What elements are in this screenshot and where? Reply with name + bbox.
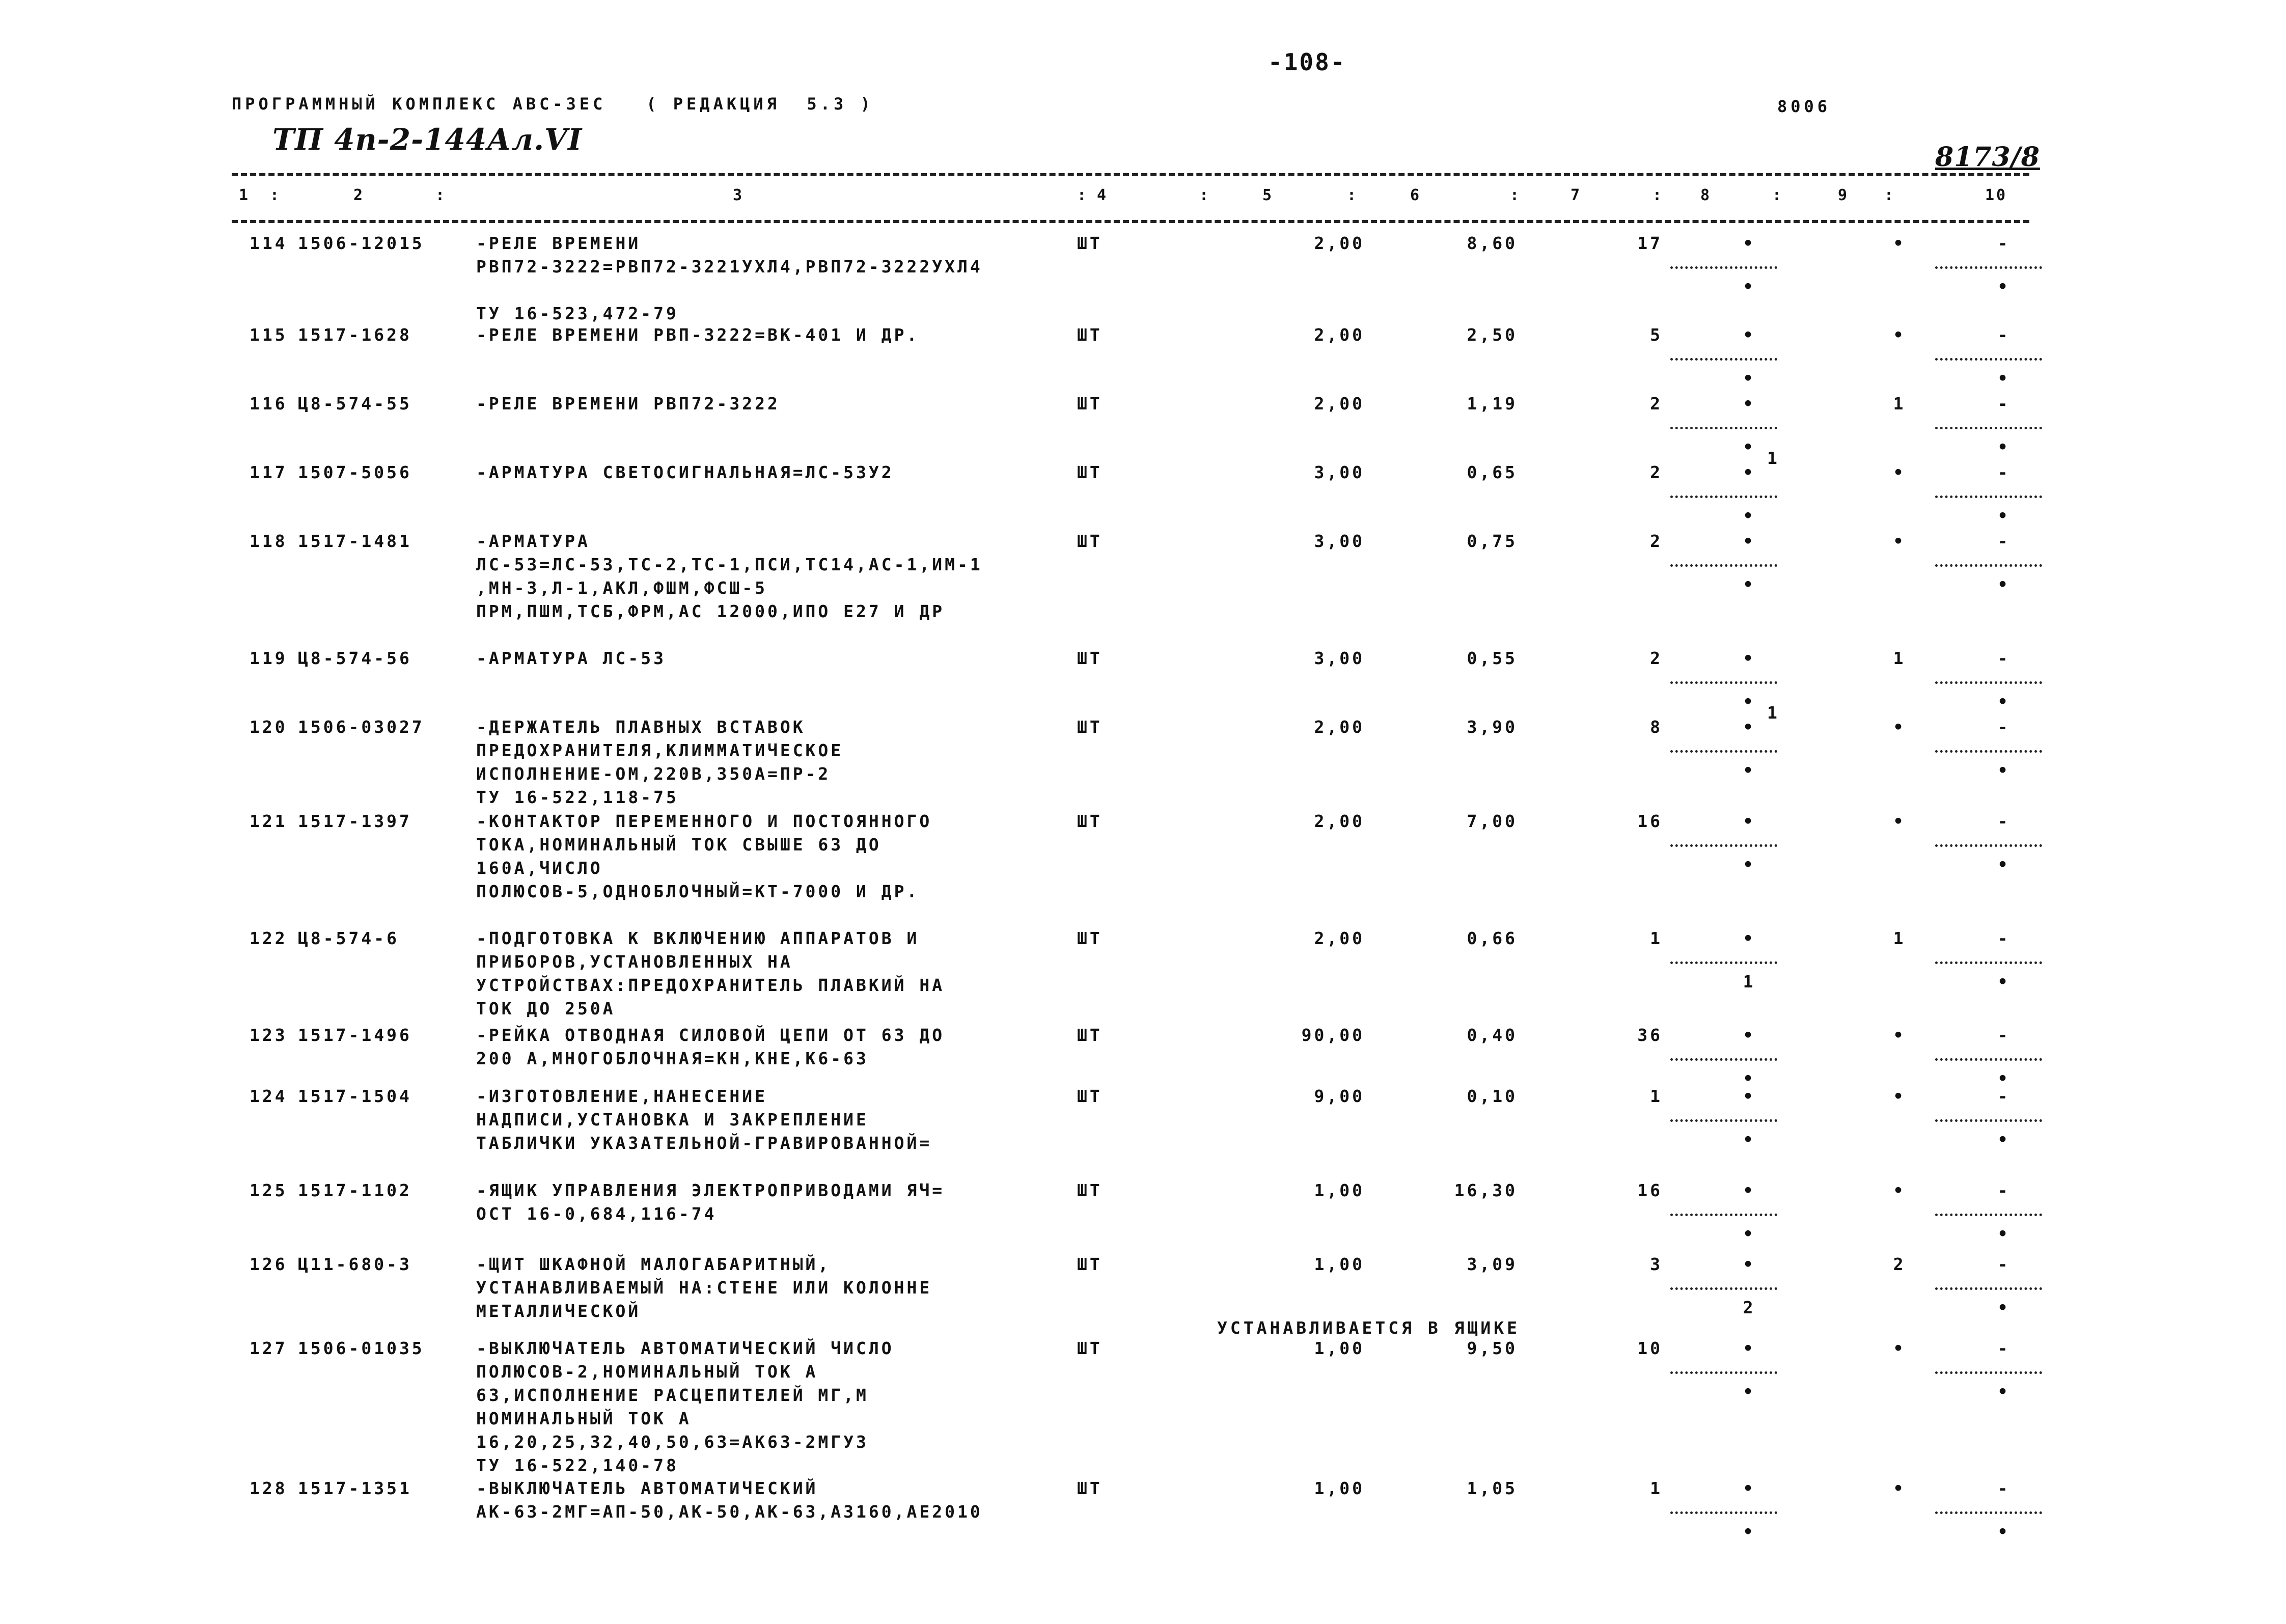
col8-mark: • bbox=[1743, 928, 1756, 948]
col8-dash bbox=[1670, 496, 1777, 498]
table-row bbox=[234, 703, 2037, 817]
unit: ШТ bbox=[1077, 394, 1103, 414]
price-code: Ц8-574-6 bbox=[298, 928, 399, 948]
col8-sub-mark: • bbox=[1743, 1068, 1756, 1088]
col8-dash bbox=[1670, 1119, 1777, 1122]
row-number: 114 bbox=[250, 233, 288, 253]
description-line: ТОКА,НОМИНАЛЬНЫЙ ТОК СВЫШЕ 63 ДО bbox=[476, 835, 882, 855]
col8-sub-mark: • bbox=[1743, 1382, 1756, 1401]
price-code: 1517-1496 bbox=[298, 1025, 412, 1045]
description-line: ТУ 16-522,118-75 bbox=[476, 787, 679, 807]
col10-mark: - bbox=[1997, 462, 2010, 482]
description-line: ,МН-3,Л-1,АКЛ,ФШМ,ФСШ-5 bbox=[476, 578, 767, 598]
column-7-value: 1 bbox=[1650, 928, 1663, 948]
description-line: -ИЗГОТОВЛЕНИЕ,НАНЕСЕНИЕ bbox=[476, 1086, 767, 1106]
description-line: ТУ 16-522,140-78 bbox=[476, 1455, 679, 1475]
col8-mark: • bbox=[1743, 531, 1756, 551]
col10-sub-mark: • bbox=[1997, 692, 2010, 711]
column-separator: : bbox=[1510, 186, 1520, 204]
col10-sub-mark: • bbox=[1997, 1130, 2010, 1149]
program-title: ПРОГРАММНЫЙ КОМПЛЕКС АВС-3ЕС ( РЕДАКЦИЯ 5.3 ) bbox=[232, 94, 874, 114]
quantity: 3,00 bbox=[1314, 462, 1365, 482]
unit: ШТ bbox=[1077, 1180, 1103, 1200]
unit: ШТ bbox=[1077, 1086, 1103, 1106]
col10-dash bbox=[1935, 750, 2042, 753]
column-9-value: 1 bbox=[1893, 394, 1906, 414]
column-number: 8 bbox=[1700, 186, 1712, 204]
item-description bbox=[476, 647, 1291, 670]
col8-dash bbox=[1670, 1287, 1777, 1290]
col9-mark: • bbox=[1893, 1338, 1906, 1358]
installed-in-box-note: УСТАНАВЛИВАЕТСЯ В ЯЩИКЕ bbox=[1217, 1318, 1520, 1338]
column-separator: : bbox=[1347, 186, 1357, 204]
price-code: 1517-1351 bbox=[298, 1478, 412, 1498]
row-number: 124 bbox=[250, 1086, 288, 1106]
price-code: 1506-12015 bbox=[298, 233, 425, 253]
description-line: -ПОДГОТОВКА К ВКЛЮЧЕНИЮ АППАРАТОВ И bbox=[476, 928, 920, 948]
column-7-value: 1 bbox=[1650, 1478, 1663, 1498]
sheet-handwritten-number: 8173/8 bbox=[1935, 142, 2040, 173]
description-line: -АРМАТУРА bbox=[476, 531, 590, 551]
unit: ШТ bbox=[1077, 648, 1103, 668]
page-number: -108- bbox=[1268, 48, 1346, 76]
col10-dash bbox=[1935, 427, 2042, 429]
column-separator: : bbox=[1884, 186, 1894, 204]
column-7-value: 36 bbox=[1637, 1025, 1663, 1045]
description-line: -РЕЛЕ ВРЕМЕНИ РВП-3222=ВК-401 И ДР. bbox=[476, 325, 920, 345]
col8-dash bbox=[1670, 961, 1777, 964]
price-code: Ц8-574-56 bbox=[298, 648, 412, 668]
unit-price: 0,10 bbox=[1467, 1086, 1518, 1106]
col8-sub-mark: • bbox=[1743, 574, 1756, 594]
column-separator: : bbox=[435, 186, 445, 204]
item-description bbox=[476, 715, 1291, 809]
col8-top-mark: 1 bbox=[1767, 703, 1780, 723]
col8-sub-mark: 2 bbox=[1743, 1298, 1756, 1317]
table-row bbox=[234, 1085, 2037, 1187]
unit-price: 0,65 bbox=[1467, 462, 1518, 482]
col10-sub-mark: • bbox=[1997, 574, 2010, 594]
col8-dash bbox=[1670, 427, 1777, 429]
unit: ШТ bbox=[1077, 233, 1103, 253]
item-description bbox=[476, 810, 1291, 903]
col10-sub-mark: • bbox=[1997, 368, 2010, 388]
description-line: -ЯЩИК УПРАВЛЕНИЯ ЭЛЕКТРОПРИВОДАМИ ЯЧ= bbox=[476, 1180, 945, 1200]
col9-mark: • bbox=[1893, 462, 1906, 482]
col10-dash bbox=[1935, 1058, 2042, 1061]
description-line: 160А,ЧИСЛО bbox=[476, 858, 603, 878]
unit: ШТ bbox=[1077, 325, 1103, 345]
col10-dash bbox=[1935, 564, 2042, 567]
price-code: 1517-1397 bbox=[298, 811, 412, 831]
col8-mark: • bbox=[1743, 811, 1756, 831]
description-line: МЕТАЛЛИЧЕСКОЙ bbox=[476, 1301, 641, 1321]
table-row bbox=[234, 1477, 2037, 1579]
col8-top-mark: 1 bbox=[1767, 448, 1780, 468]
item-description bbox=[476, 530, 1291, 623]
unit-price: 3,90 bbox=[1467, 717, 1518, 737]
column-7-value: 2 bbox=[1650, 394, 1663, 414]
quantity: 3,00 bbox=[1314, 648, 1365, 668]
col9-mark: • bbox=[1893, 233, 1906, 253]
col10-dash bbox=[1935, 681, 2042, 684]
col8-sub-mark: • bbox=[1743, 1224, 1756, 1244]
row-number: 121 bbox=[250, 811, 288, 831]
description-line: ЛС-53=ЛС-53,ТС-2,ТС-1,ПСИ,ТС14,АС-1,ИМ-1 bbox=[476, 555, 983, 574]
col10-mark: - bbox=[1997, 394, 2010, 414]
col8-mark: • bbox=[1743, 462, 1756, 482]
column-number: 10 bbox=[1985, 186, 2008, 204]
col8-mark: • bbox=[1743, 1086, 1756, 1106]
description-line: 200 А,МНОГОБЛОЧНАЯ=КН,КНЕ,К6-63 bbox=[476, 1049, 869, 1068]
column-7-value: 2 bbox=[1650, 462, 1663, 482]
description-line: -РЕЛЕ ВРЕМЕНИ РВП72-3222 bbox=[476, 394, 780, 414]
col10-dash bbox=[1935, 844, 2042, 847]
col10-mark: - bbox=[1997, 648, 2010, 668]
col10-mark: - bbox=[1997, 1478, 2010, 1498]
quantity: 1,00 bbox=[1314, 1478, 1365, 1498]
description-line: 16,20,25,32,40,50,63=АК63-2МГУЗ bbox=[476, 1432, 869, 1452]
column-9-value: 2 bbox=[1893, 1254, 1906, 1274]
description-line: -РЕЛЕ ВРЕМЕНИ bbox=[476, 233, 641, 253]
item-description bbox=[476, 461, 1291, 484]
description-line: -РЕЙКА ОТВОДНАЯ СИЛОВОЙ ЦЕПИ ОТ 63 ДО bbox=[476, 1025, 945, 1045]
column-separator: : bbox=[1199, 186, 1209, 204]
col10-mark: - bbox=[1997, 1086, 2010, 1106]
col10-mark: - bbox=[1997, 811, 2010, 831]
price-code: 1506-01035 bbox=[298, 1338, 425, 1358]
description-line: -ЩИТ ШКАФНОЙ МАЛОГАБАРИТНЫЙ, bbox=[476, 1254, 831, 1274]
column-number: 9 bbox=[1837, 186, 1850, 204]
quantity: 2,00 bbox=[1314, 233, 1365, 253]
header-rule-top bbox=[232, 173, 2029, 176]
description-line: ПОЛЮСОВ-5,ОДНОБЛОЧНЫЙ=КТ-7000 И ДР. bbox=[476, 882, 920, 901]
unit-price: 1,19 bbox=[1467, 394, 1518, 414]
unit: ШТ bbox=[1077, 462, 1103, 482]
column-7-value: 16 bbox=[1637, 811, 1663, 831]
col8-sub-mark: • bbox=[1743, 368, 1756, 388]
column-7-value: 8 bbox=[1650, 717, 1663, 737]
unit-price: 0,55 bbox=[1467, 648, 1518, 668]
unit-price: 7,00 bbox=[1467, 811, 1518, 831]
table-row bbox=[234, 1337, 2037, 1475]
column-separator: : bbox=[1077, 186, 1087, 204]
col9-mark: • bbox=[1893, 1025, 1906, 1045]
col10-sub-mark: • bbox=[1997, 760, 2010, 780]
column-separator: : bbox=[1652, 186, 1662, 204]
col8-sub-mark: • bbox=[1743, 760, 1756, 780]
description-line: ПОЛЮСОВ-2,НОМИНАЛЬНЫЙ ТОК А bbox=[476, 1362, 818, 1382]
description-line: -ВЫКЛЮЧАТЕЛЬ АВТОМАТИЧЕСКИЙ bbox=[476, 1478, 818, 1498]
price-code: 1506-03027 bbox=[298, 717, 425, 737]
quantity: 2,00 bbox=[1314, 325, 1365, 345]
description-line: УСТРОЙСТВАХ:ПРЕДОХРАНИТЕЛЬ ПЛАВКИЙ НА bbox=[476, 975, 945, 995]
item-description bbox=[476, 1253, 1291, 1323]
description-line: ТУ 16-523,472-79 bbox=[476, 304, 679, 323]
col8-sub-mark: • bbox=[1743, 1130, 1756, 1149]
price-code: 1517-1628 bbox=[298, 325, 412, 345]
price-code: 1517-1504 bbox=[298, 1086, 412, 1106]
row-number: 127 bbox=[250, 1338, 288, 1358]
quantity: 1,00 bbox=[1314, 1254, 1365, 1274]
col10-sub-mark: • bbox=[1997, 1224, 2010, 1244]
col8-mark: • bbox=[1743, 394, 1756, 414]
unit: ШТ bbox=[1077, 1254, 1103, 1274]
column-9-value: 1 bbox=[1893, 928, 1906, 948]
col8-mark: • bbox=[1743, 1478, 1756, 1498]
col10-dash bbox=[1935, 1119, 2042, 1122]
col10-dash bbox=[1935, 1287, 2042, 1290]
quantity: 9,00 bbox=[1314, 1086, 1365, 1106]
col9-mark: • bbox=[1893, 1086, 1906, 1106]
quantity: 2,00 bbox=[1314, 394, 1365, 414]
quantity: 90,00 bbox=[1301, 1025, 1365, 1045]
col10-mark: - bbox=[1997, 928, 2010, 948]
col8-dash bbox=[1670, 266, 1777, 269]
col8-mark: • bbox=[1743, 1025, 1756, 1045]
unit: ШТ bbox=[1077, 811, 1103, 831]
col8-mark: • bbox=[1743, 325, 1756, 345]
column-number: 6 bbox=[1410, 186, 1422, 204]
row-number: 123 bbox=[250, 1025, 288, 1045]
col8-dash bbox=[1670, 1058, 1777, 1061]
description-line: ТАБЛИЧКИ УКАЗАТЕЛЬНОЙ-ГРАВИРОВАННОЙ= bbox=[476, 1133, 932, 1153]
unit: ШТ bbox=[1077, 928, 1103, 948]
description-line: РВП72-3222=РВП72-3221УХЛ4,РВП72-3222УХЛ4 bbox=[476, 257, 983, 277]
header-rule-bottom bbox=[232, 220, 2029, 223]
column-7-value: 3 bbox=[1650, 1254, 1663, 1274]
column-separator: : bbox=[1772, 186, 1782, 204]
unit: ШТ bbox=[1077, 717, 1103, 737]
description-line: ПРМ,ПШМ,ТСБ,ФРМ,АС 12000,ИПО Е27 И ДР bbox=[476, 601, 945, 621]
unit-price: 8,60 bbox=[1467, 233, 1518, 253]
item-description bbox=[476, 1477, 1291, 1524]
column-7-value: 10 bbox=[1637, 1338, 1663, 1358]
col8-sub-mark: • bbox=[1743, 437, 1756, 457]
column-7-value: 17 bbox=[1637, 233, 1663, 253]
col10-dash bbox=[1935, 1214, 2042, 1216]
row-number: 116 bbox=[250, 394, 288, 414]
col10-dash bbox=[1935, 358, 2042, 361]
description-line: НАДПИСИ,УСТАНОВКА И ЗАКРЕПЛЕНИЕ bbox=[476, 1110, 869, 1130]
col9-mark: • bbox=[1893, 811, 1906, 831]
col8-dash bbox=[1670, 681, 1777, 684]
description-line bbox=[476, 279, 1291, 302]
col10-mark: - bbox=[1997, 1254, 2010, 1274]
row-number: 115 bbox=[250, 325, 288, 345]
row-number: 125 bbox=[250, 1180, 288, 1200]
row-number: 119 bbox=[250, 648, 288, 668]
price-code: Ц11-680-3 bbox=[298, 1254, 412, 1274]
unit-price: 0,66 bbox=[1467, 928, 1518, 948]
col8-mark: • bbox=[1743, 648, 1756, 668]
quantity: 2,00 bbox=[1314, 928, 1365, 948]
col10-sub-mark: • bbox=[1997, 1298, 2010, 1317]
row-number: 128 bbox=[250, 1478, 288, 1498]
col8-dash bbox=[1670, 1371, 1777, 1374]
unit: ШТ bbox=[1077, 1025, 1103, 1045]
col10-dash bbox=[1935, 1511, 2042, 1514]
description-line: ПРИБОРОВ,УСТАНОВЛЕННЫХ НА bbox=[476, 952, 793, 972]
col10-dash bbox=[1935, 266, 2042, 269]
unit: ШТ bbox=[1077, 1478, 1103, 1498]
col8-sub-mark: • bbox=[1743, 855, 1756, 874]
col10-sub-mark: • bbox=[1997, 855, 2010, 874]
description-line: ОСТ 16-0,684,116-74 bbox=[476, 1204, 717, 1224]
item-description bbox=[476, 1085, 1291, 1155]
column-number: 3 bbox=[732, 186, 745, 204]
price-code: 1517-1102 bbox=[298, 1180, 412, 1200]
quantity: 2,00 bbox=[1314, 811, 1365, 831]
table-row bbox=[234, 810, 2037, 912]
col10-mark: - bbox=[1997, 1025, 2010, 1045]
col8-mark: • bbox=[1743, 233, 1756, 253]
column-7-value: 2 bbox=[1650, 648, 1663, 668]
description-line: -ВЫКЛЮЧАТЕЛЬ АВТОМАТИЧЕСКИЙ ЧИСЛО bbox=[476, 1338, 894, 1358]
column-9-value: 1 bbox=[1893, 648, 1906, 668]
column-separator: : bbox=[270, 186, 280, 204]
column-number: 5 bbox=[1262, 186, 1274, 204]
column-number: 1 bbox=[238, 186, 251, 204]
row-number: 117 bbox=[250, 462, 288, 482]
col8-dash bbox=[1670, 1214, 1777, 1216]
col8-mark: • bbox=[1743, 717, 1756, 737]
column-number: 2 bbox=[353, 186, 365, 204]
column-number: 4 bbox=[1096, 186, 1109, 204]
col8-sub-mark: 1 bbox=[1743, 972, 1756, 992]
col8-mark: • bbox=[1743, 1180, 1756, 1200]
col8-dash bbox=[1670, 844, 1777, 847]
unit-price: 0,40 bbox=[1467, 1025, 1518, 1045]
col8-mark: • bbox=[1743, 1338, 1756, 1358]
column-7-value: 16 bbox=[1637, 1180, 1663, 1200]
description-line: -АРМАТУРА СВЕТОСИГНАЛЬНАЯ=ЛС-53У2 bbox=[476, 462, 894, 482]
col10-sub-mark: • bbox=[1997, 1522, 2010, 1542]
col9-mark: • bbox=[1893, 1180, 1906, 1200]
unit-price: 16,30 bbox=[1454, 1180, 1518, 1200]
col8-sub-mark: • bbox=[1743, 1522, 1756, 1542]
description-line: ТОК ДО 250А bbox=[476, 999, 616, 1019]
col10-mark: - bbox=[1997, 1180, 2010, 1200]
table-row bbox=[234, 530, 2037, 631]
item-description bbox=[476, 1024, 1291, 1070]
col10-sub-mark: • bbox=[1997, 1382, 2010, 1401]
col8-dash bbox=[1670, 358, 1777, 361]
description-line: 63,ИСПОЛНЕНИЕ РАСЦЕПИТЕЛЕЙ МГ,М bbox=[476, 1385, 869, 1405]
col10-mark: - bbox=[1997, 717, 2010, 737]
col10-dash bbox=[1935, 496, 2042, 498]
col8-dash bbox=[1670, 564, 1777, 567]
col10-sub-mark: • bbox=[1997, 506, 2010, 526]
unit-price: 3,09 bbox=[1467, 1254, 1518, 1274]
col8-mark: • bbox=[1743, 1254, 1756, 1274]
column-7-value: 5 bbox=[1650, 325, 1663, 345]
row-number: 120 bbox=[250, 717, 288, 737]
col10-mark: - bbox=[1997, 233, 2010, 253]
description-line: -АРМАТУРА ЛС-53 bbox=[476, 648, 667, 668]
col8-sub-mark: • bbox=[1743, 692, 1756, 711]
price-code: 1507-5056 bbox=[298, 462, 412, 482]
column-number: 7 bbox=[1570, 186, 1582, 204]
col10-mark: - bbox=[1997, 531, 2010, 551]
unit-price: 9,50 bbox=[1467, 1338, 1518, 1358]
unit-price: 2,50 bbox=[1467, 325, 1518, 345]
quantity: 3,00 bbox=[1314, 531, 1365, 551]
tp-handwritten-label: ТП 4п-2-144Ал.VI bbox=[272, 122, 583, 157]
col10-sub-mark: • bbox=[1997, 1068, 2010, 1088]
table-row bbox=[234, 232, 2037, 334]
col10-sub-mark: • bbox=[1997, 277, 2010, 296]
price-code: Ц8-574-55 bbox=[298, 394, 412, 414]
description-line: -КОНТАКТОР ПЕРЕМЕННОГО И ПОСТОЯННОГО bbox=[476, 811, 932, 831]
quantity: 1,00 bbox=[1314, 1180, 1365, 1200]
col10-mark: - bbox=[1997, 325, 2010, 345]
item-description bbox=[476, 323, 1291, 347]
unit: ШТ bbox=[1077, 531, 1103, 551]
item-description bbox=[476, 1179, 1291, 1226]
col10-sub-mark: • bbox=[1997, 972, 2010, 992]
col9-mark: • bbox=[1893, 531, 1906, 551]
description-line: ИСПОЛНЕНИЕ-ОМ,220В,350А=ПР-2 bbox=[476, 764, 831, 784]
row-number: 126 bbox=[250, 1254, 288, 1274]
col8-sub-mark: • bbox=[1743, 277, 1756, 296]
quantity: 2,00 bbox=[1314, 717, 1365, 737]
document-code: 8006 bbox=[1777, 97, 1831, 116]
col8-dash bbox=[1670, 750, 1777, 753]
row-number: 122 bbox=[250, 928, 288, 948]
col10-mark: - bbox=[1997, 1338, 2010, 1358]
unit-price: 1,05 bbox=[1467, 1478, 1518, 1498]
row-number: 118 bbox=[250, 531, 288, 551]
col10-dash bbox=[1935, 961, 2042, 964]
unit: ШТ bbox=[1077, 1338, 1103, 1358]
item-description bbox=[476, 927, 1291, 1021]
col9-mark: • bbox=[1893, 717, 1906, 737]
description-line: ПРЕДОХРАНИТЕЛЯ,КЛИММАТИЧЕСКОЕ bbox=[476, 740, 844, 760]
column-7-value: 2 bbox=[1650, 531, 1663, 551]
table-row bbox=[234, 927, 2037, 1029]
unit-price: 0,75 bbox=[1467, 531, 1518, 551]
description-line: АК-63-2МГ=АП-50,АК-50,АК-63,А3160,АЕ2010 bbox=[476, 1502, 983, 1522]
col9-mark: • bbox=[1893, 1478, 1906, 1498]
col8-sub-mark: • bbox=[1743, 506, 1756, 526]
description-line: НОМИНАЛЬНЫЙ ТОК А bbox=[476, 1409, 692, 1428]
col9-mark: • bbox=[1893, 325, 1906, 345]
quantity: 1,00 bbox=[1314, 1338, 1365, 1358]
item-description bbox=[476, 392, 1291, 416]
description-line: УСТАНАВЛИВАЕМЫЙ НА:СТЕНЕ ИЛИ КОЛОННЕ bbox=[476, 1278, 932, 1298]
col10-sub-mark: • bbox=[1997, 437, 2010, 457]
item-description bbox=[476, 1337, 1291, 1477]
col10-dash bbox=[1935, 1371, 2042, 1374]
column-7-value: 1 bbox=[1650, 1086, 1663, 1106]
col8-dash bbox=[1670, 1511, 1777, 1514]
description-line: -ДЕРЖАТЕЛЬ ПЛАВНЫХ ВСТАВОК bbox=[476, 717, 806, 737]
item-description bbox=[476, 232, 1291, 325]
price-code: 1517-1481 bbox=[298, 531, 412, 551]
